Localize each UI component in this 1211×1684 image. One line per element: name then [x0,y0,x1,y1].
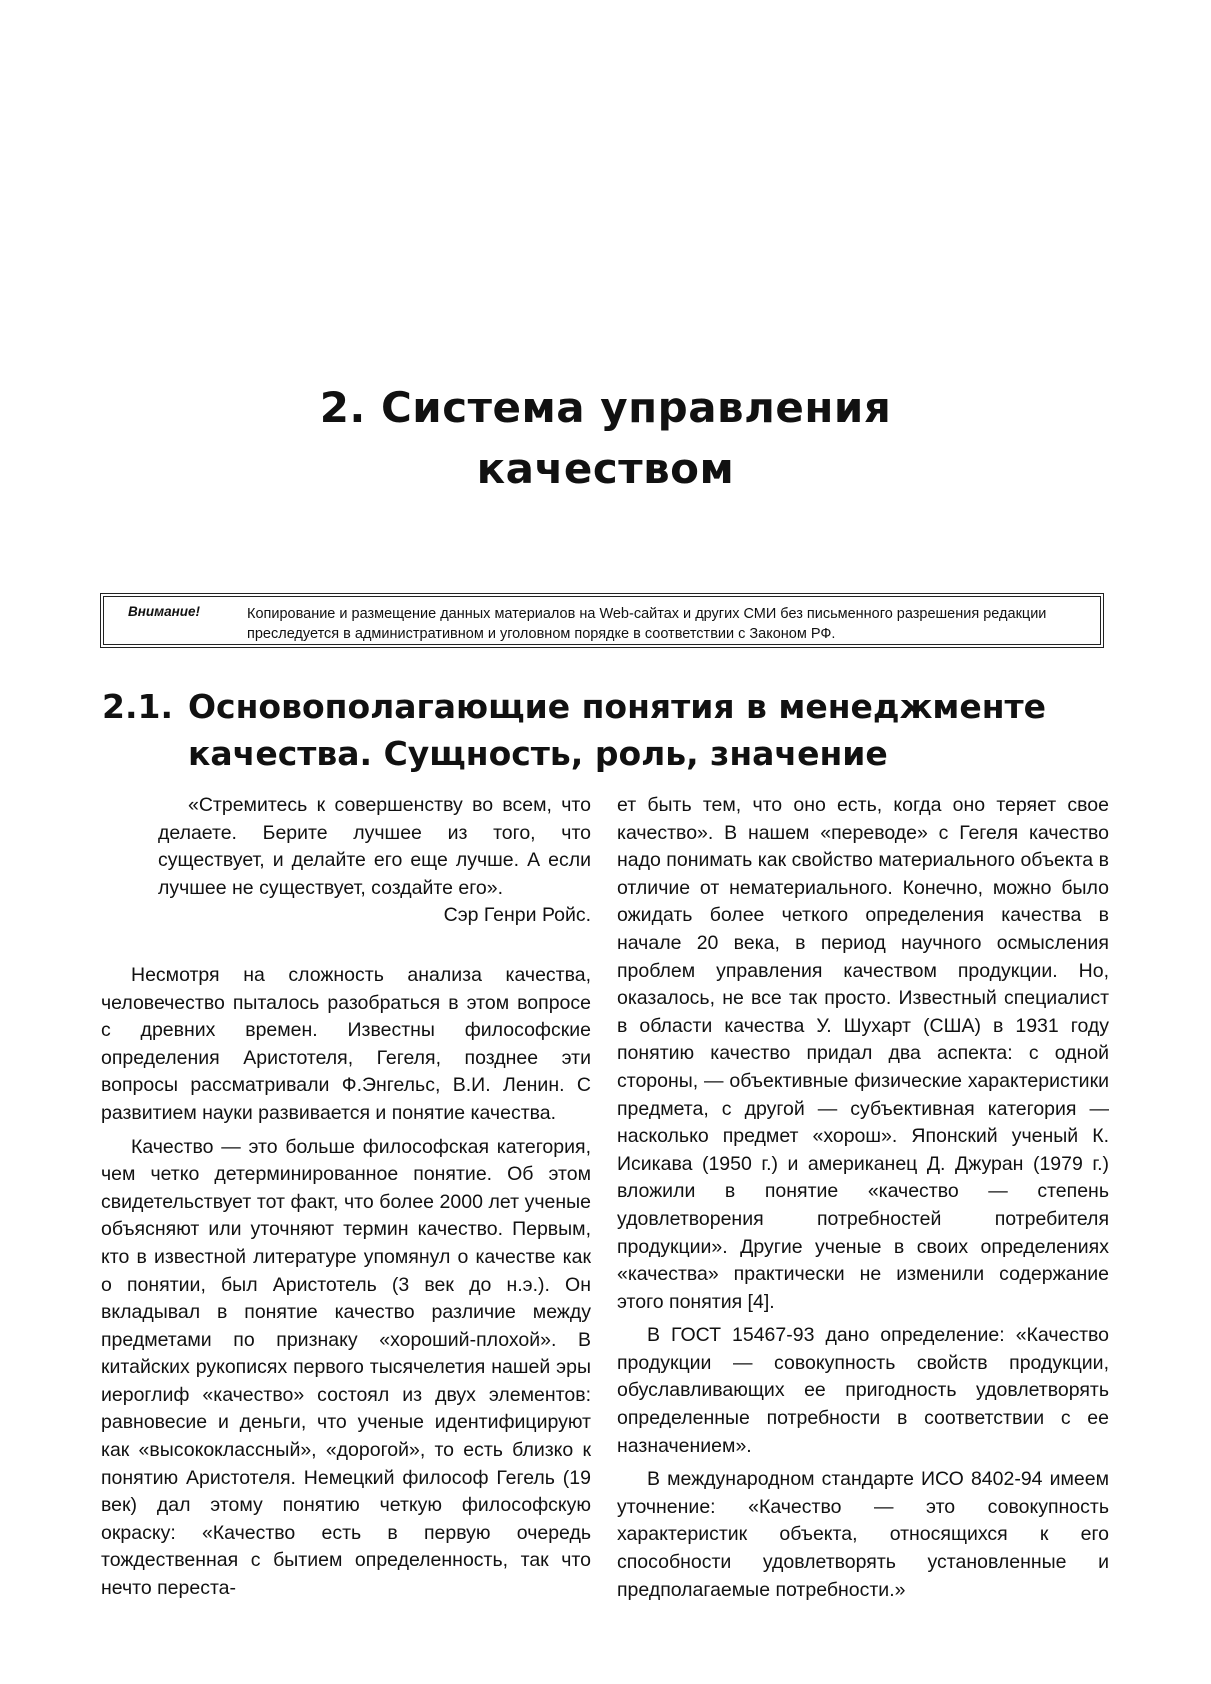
section-title [102,683,1046,777]
notice-text: Копирование и размещение данных материалов на Web-сайтах и других СМИ без письменного разрешения редакции преследуется в административном и уголовном порядке в соответствии с Законом РФ. [247,606,1047,642]
paragraph: В ГОСТ 15467-93 дано определение: «Качество продукции — совокупность свойств продукции, обуславливающих ее пригодность удовлетворять определенные потребности в соответствии с ее назначением». [617,1324,1109,1457]
section-title-text1: Основополагающие понятия в менеджменте [188,687,1047,726]
epigraph-author: Сэр Генри Ройс. [443,904,591,927]
section-title-line1 [102,683,1046,730]
right-column [617,792,1109,1604]
paragraph: Качество — это больше философская категория, чем четко детерминированное понятие. Об этом свидетельствует тот факт, что более 2000 лет ученые объясняют или уточняют термин качество. Первым, кто в известной литературе упомянул о качестве как о понятии, был Аристотель (3 век до н.э.). Он вкладывал в понятие качество различие между предметами по признаку «хороший-плохой». В китайских рукописях первого тысячелетия нашей эры иероглиф «качество» состоял из двух элементов: равновесие и деньги, что ученые идентифицируют как «высококлассный», «дорогой», то есть близко к понятию Аристотеля. Немецкий философ Гегель (19 век) дал этому понятию четкую философскую окраску: «Качество есть в первую очередь тождественная с бытием определенность, так что нечто переста- [101,1135,591,1600]
chapter-title-line1: 2. Система управления [319,383,892,432]
section-title-line2: качества. Сущность, роль, значение [188,734,888,773]
paragraph: Несмотря на сложность анализа качества, человечество пыталось разобраться в этом вопросе с древних времен. Известны философские определения Аристотеля, Гегеля, позднее эти вопросы рассматривали Ф.Энгельс, В.И. Ленин. С развитием науки развивается и понятие качества. [101,963,591,1124]
left-column [101,792,591,1603]
paragraph: ет быть тем, что оно есть, когда оно теряет свое качество». В нашем «переводе» с Гегеля качество надо понимать как свойство материального объекта в отличие от нематериального. Конечно, можно было ожидать более четкого определения качества в начале 20 века, в период научного осмысления проблем управления качеством продукции. Но, оказалось, не все так просто. Известный специалист в области качества У. Шухарт (США) в 1931 году понятию качество придал два аспекта: с одной стороны, — объективные физические характеристики предмета, с другой — субъективная категория — насколько предмет «хорош». Японский ученый К. Исикава (1950 г.) и американец Д. Джуран (1979 г.) вложили в понятие «качество — степень удовлетворения потребностей потребителя продукции». Другие ученые в своих определениях «качества» практически не изменили содержание этого понятия [4]. [617,794,1109,1313]
chapter-title [0,377,1211,499]
notice-frame [103,596,1101,645]
paragraph: В международном стандарте ИСО 8402-94 имеем уточнение: «Качество — это совокупность характеристик объекта, относящихся к его способности удовлетворять установленные и предполагаемые потребности.» [617,1468,1109,1601]
epigraph-quote: «Стремитесь к совершенству во всем, что делаете. Берите лучшее из того, что существует, и делайте его еще лучше. А если лучшее не существует, создайте его». [158,794,591,899]
chapter-title-line2: качеством [476,444,735,493]
section-number: 2.1. [102,687,173,726]
epigraph [101,792,591,930]
notice-label: Внимание! [128,604,201,619]
copyright-notice [100,593,1104,648]
